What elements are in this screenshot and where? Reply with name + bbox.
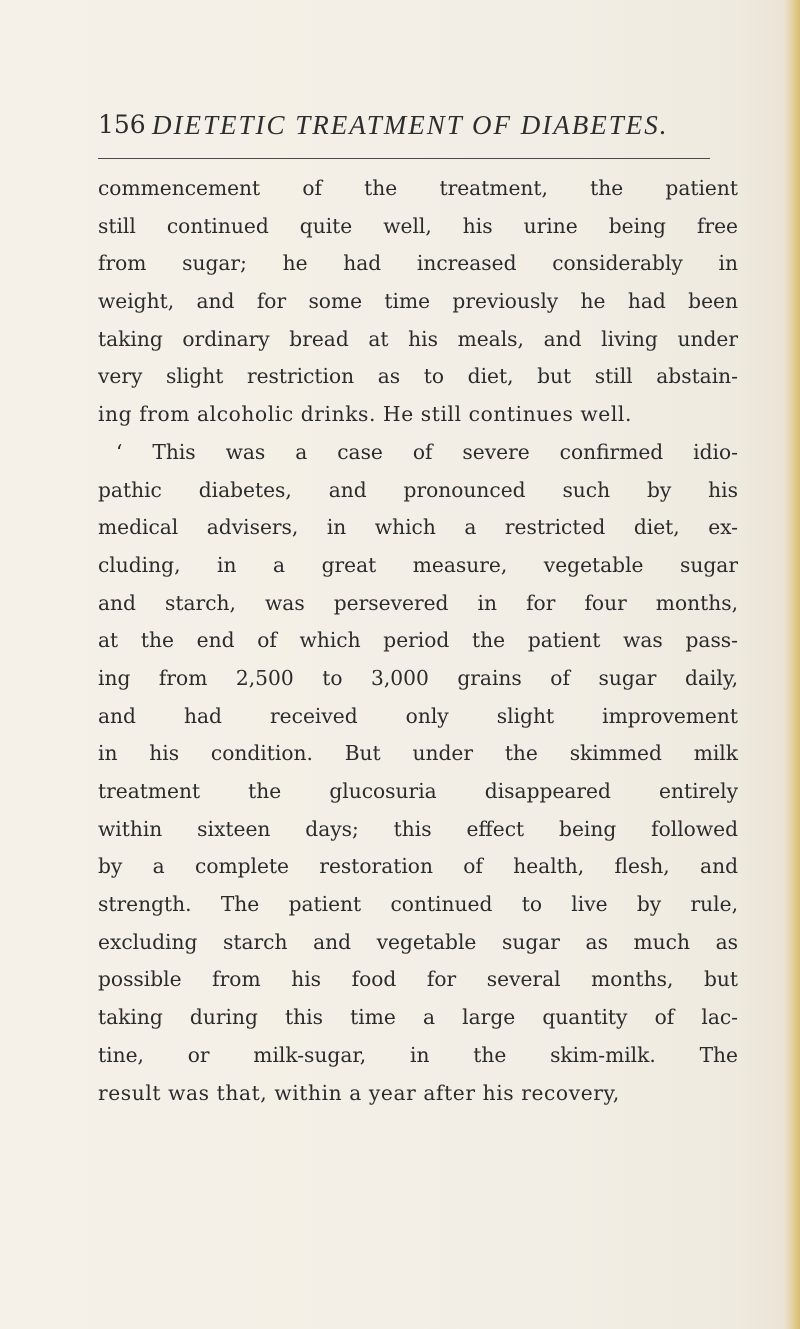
text-line: medical advisers, in which a restricted diet, ex-	[98, 515, 738, 540]
text-line: cluding, in a great measure, vegetable sugar	[98, 552, 738, 577]
text-line: very slight restriction as to diet, but still abstain-	[98, 364, 738, 389]
text-line: tine, or milk-sugar, in the skim-milk. The	[98, 1042, 738, 1067]
text-line: still continued quite well, his urine being free	[98, 213, 738, 238]
text-line: weight, and for some time previously he had been	[98, 289, 738, 314]
text-line: ‘ This was a case of severe confirmed idio-	[116, 439, 738, 464]
page-header	[98, 108, 718, 144]
text-line: taking during this time a large quantity of lac-	[98, 1005, 738, 1030]
text-line: in his condition. But under the skimmed milk	[98, 741, 738, 766]
text-line: strength. The patient continued to live by rule,	[98, 892, 738, 917]
text-line: at the end of which period the patient was pass-	[98, 628, 738, 653]
body-text	[98, 170, 738, 1112]
header-rule	[98, 158, 710, 159]
text-line: ing from alcoholic drinks. He still continues well.	[98, 402, 632, 427]
text-line: within sixteen days; this effect being followed	[98, 816, 738, 841]
page-edge-shadow	[784, 0, 800, 1329]
page-number: 156	[98, 110, 146, 139]
text-line: and starch, was persevered in for four months,	[98, 590, 738, 615]
running-title: DIETETIC TREATMENT OF DIABETES.	[152, 110, 669, 140]
text-line: and had received only slight improvement	[98, 703, 738, 728]
text-line: commencement of the treatment, the patient	[98, 176, 738, 200]
text-line: ing from 2,500 to 3,000 grains of sugar daily,	[98, 665, 738, 690]
text-line: possible from his food for several months, but	[98, 967, 738, 992]
text-line: pathic diabetes, and pronounced such by his	[98, 477, 738, 502]
text-line: result was that, within a year after his recovery,	[98, 1080, 620, 1105]
text-line: by a complete restoration of health, flesh, and	[98, 854, 738, 879]
text-line: taking ordinary bread at his meals, and living under	[98, 326, 738, 351]
text-line: treatment the glucosuria disappeared entirely	[98, 779, 738, 803]
text-line: from sugar; he had increased considerably in	[98, 251, 738, 276]
text-line: excluding starch and vegetable sugar as much as	[98, 929, 738, 954]
